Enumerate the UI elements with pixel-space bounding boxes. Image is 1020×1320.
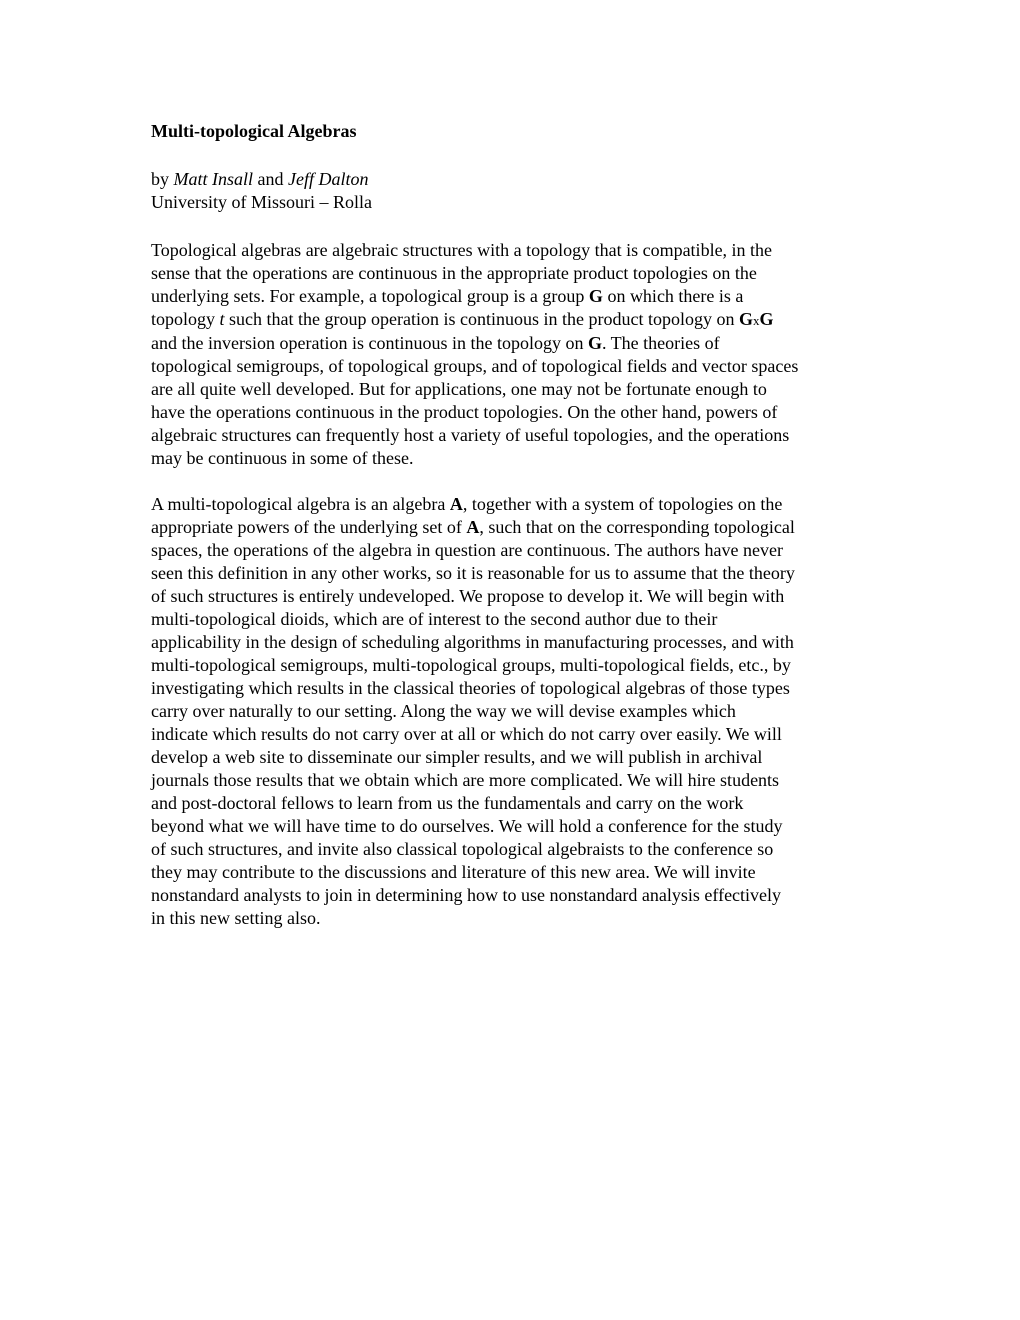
document-page [151, 120, 873, 930]
paragraph-1-line: Topological algebras are algebraic structures with a topology that is compatible, in the [151, 240, 773, 260]
byline-by: by [151, 169, 169, 189]
paragraph-1-line: and the inversion operation is continuous in the topology on G. The theories of [151, 333, 720, 353]
paragraph-2-line: nonstandard analysts to join in determining how to use nonstandard analysis effectively [151, 885, 782, 905]
affiliation: University of Missouri – Rolla [151, 192, 372, 212]
paragraph-2-line: in this new setting also. [151, 908, 321, 928]
paragraph-1-line: topological semigroups, of topological groups, and of topological fields and vector spaces [151, 356, 799, 376]
paragraph-2-line: of such structures, and invite also classical topological algebraists to the conference so [151, 839, 774, 859]
paragraph-2-line: of such structures is entirely undeveloped. We propose to develop it. We will begin with [151, 586, 785, 606]
paragraph-2-line: journals those results that we obtain which are more complicated. We will hire students [151, 770, 780, 790]
paragraph-2-line: beyond what we will have time to do ourselves. We will hold a conference for the study [151, 816, 783, 836]
paragraph-1-line: underlying sets. For example, a topological group is a group G on which there is a [151, 286, 744, 306]
paragraph-1-line: are all quite well developed. But for applications, one may not be fortunate enough to [151, 379, 767, 399]
paragraph-2 [151, 493, 873, 930]
paragraph-2-line: A multi-topological algebra is an algebra A, together with a system of topologies on the [151, 494, 783, 514]
abstract-body [151, 239, 873, 930]
paragraph-2-line: spaces, the operations of the algebra in question are continuous. The authors have never [151, 540, 783, 560]
author-2: Jeff Dalton [288, 169, 369, 189]
paragraph-1-line: algebraic structures can frequently host a variety of useful topologies, and the operations [151, 425, 790, 445]
paragraph-1-line: sense that the operations are continuous in the appropriate product topologies on the [151, 263, 757, 283]
document-title: Multi-topological Algebras [151, 121, 357, 141]
paragraph-2-line: multi-topological semigroups, multi-topological groups, multi-topological fields, etc., by [151, 655, 791, 675]
paragraph-2-line: seen this definition in any other works, so it is reasonable for us to assume that the theory [151, 563, 795, 583]
paragraph-1-line: may be continuous in some of these. [151, 448, 414, 468]
byline [151, 168, 873, 191]
paragraph-2-line: multi-topological dioids, which are of interest to the second author due to their [151, 609, 718, 629]
paragraph-2-line: appropriate powers of the underlying set of A, such that on the corresponding topological [151, 517, 795, 537]
paragraph-1-line: topology t such that the group operation is continuous in the product topology on GxG [151, 309, 774, 329]
paragraph-2-line: indicate which results do not carry over at all or which do not carry over easily. We will [151, 724, 782, 744]
paragraph-2-line: investigating which results in the classical theories of topological algebras of those types [151, 678, 790, 698]
paragraph-1 [151, 239, 873, 470]
paragraph-2-line: they may contribute to the discussions and literature of this new area. We will invite [151, 862, 756, 882]
byline-and: and [257, 169, 284, 189]
author-1: Matt Insall [173, 169, 253, 189]
paragraph-2-line: and post-doctoral fellows to learn from us the fundamentals and carry on the work [151, 793, 744, 813]
paragraph-2-line: develop a web site to disseminate our simpler results, and we will publish in archival [151, 747, 763, 767]
paragraph-2-line: carry over naturally to our setting. Along the way we will devise examples which [151, 701, 736, 721]
paragraph-1-line: have the operations continuous in the product topologies. On the other hand, powers of [151, 402, 778, 422]
paragraph-2-line: applicability in the design of scheduling algorithms in manufacturing processes, and with [151, 632, 794, 652]
